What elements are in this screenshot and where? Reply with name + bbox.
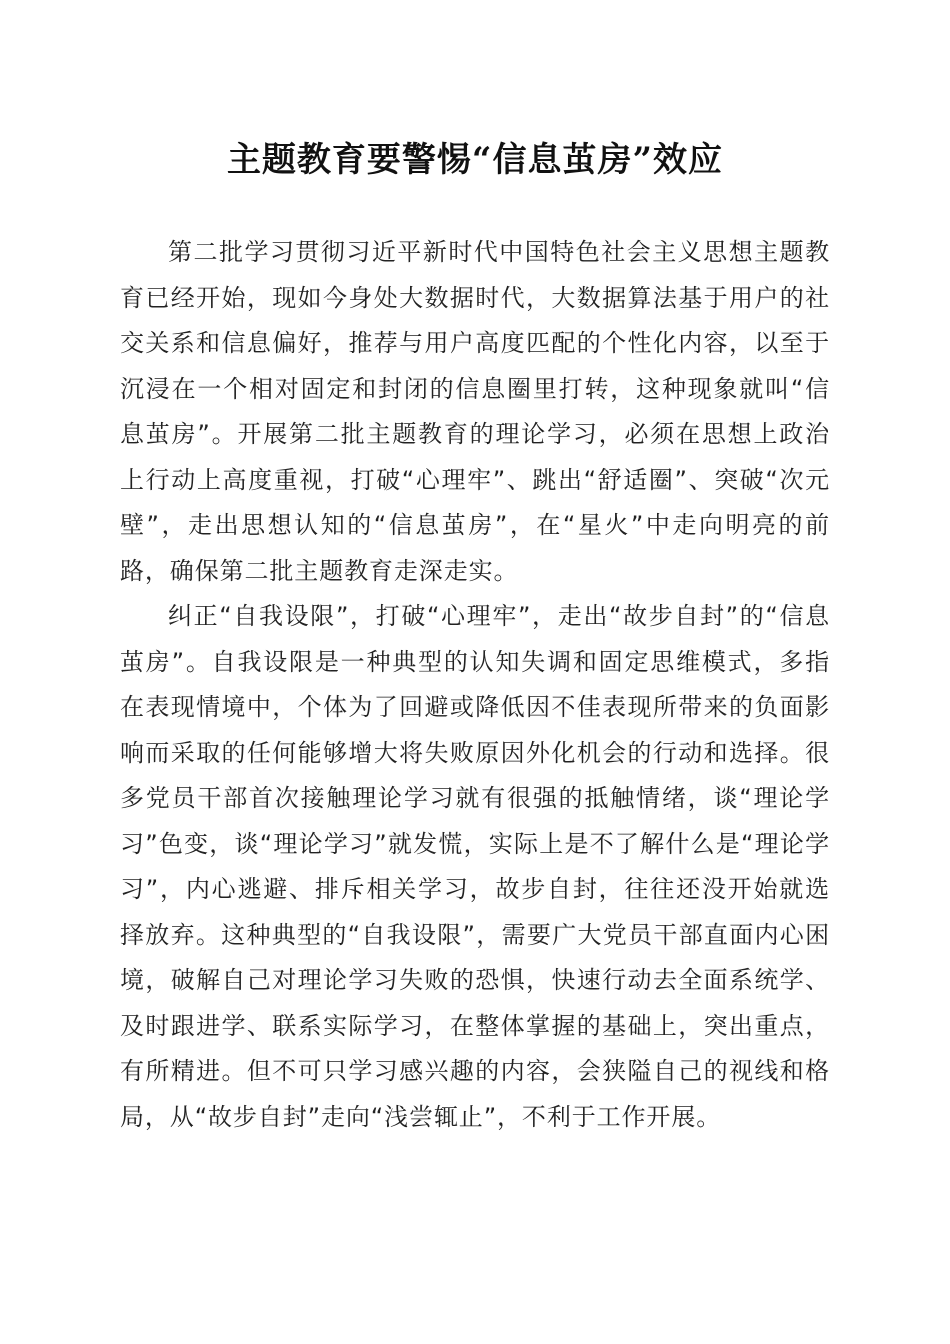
document-title: 主题教育要警惕“信息茧房”效应: [226, 140, 724, 180]
paragraph-1: 第二批学习贯彻习近平新时代中国特色社会主义思想主题教育已经开始，现如今身处大数据时代，大数据算法基于用户的社交关系和信息偏好，推荐与用户高度匹配的个性化内容，以至于沉浸在一个相对固定和封闭的信息圈里打转，这种现象就叫“信息茧房”。开展第二批主题教育的理论学习，必须在思想上政治上行动上高度重视，打破“心理牢”、跳出“舒适圈”、突破“次元壁”，走出思想认知的“信息茧房”，在“星火”中走向明亮的前路，确保第二批主题教育走深走实。: [120, 238, 830, 585]
paragraph-2: 纠正“自我设限”，打破“心理牢”，走出“故步自封”的“信息茧房”。自我设限是一种典型的认知失调和固定思维模式，多指在表现情境中，个体为了回避或降低因不佳表现所带来的负面影响而采取的任何能够增大将失败原因外化机会的行动和选择。很多党员干部首次接触理论学习就有很强的抵触情绪，谈“理论学习”色变，谈“理论学习”就发慌，实际上是不了解什么是“理论学习”，内心逃避、排斥相关学习，故步自封，往往还没开始就选择放弃。这种典型的“自我设限”，需要广大党员干部直面内心困境，破解自己对理论学习失败的恐惧，快速行动去全面系统学、及时跟进学、联系实际学习，在整体掌握的基础上，突出重点，有所精进。但不可只学习感兴趣的内容，会狭隘自己的视线和格局，从“故步自封”走向“浅尝辄止”，不利于工作开展。: [120, 602, 830, 1131]
document-body: [120, 230, 830, 1140]
